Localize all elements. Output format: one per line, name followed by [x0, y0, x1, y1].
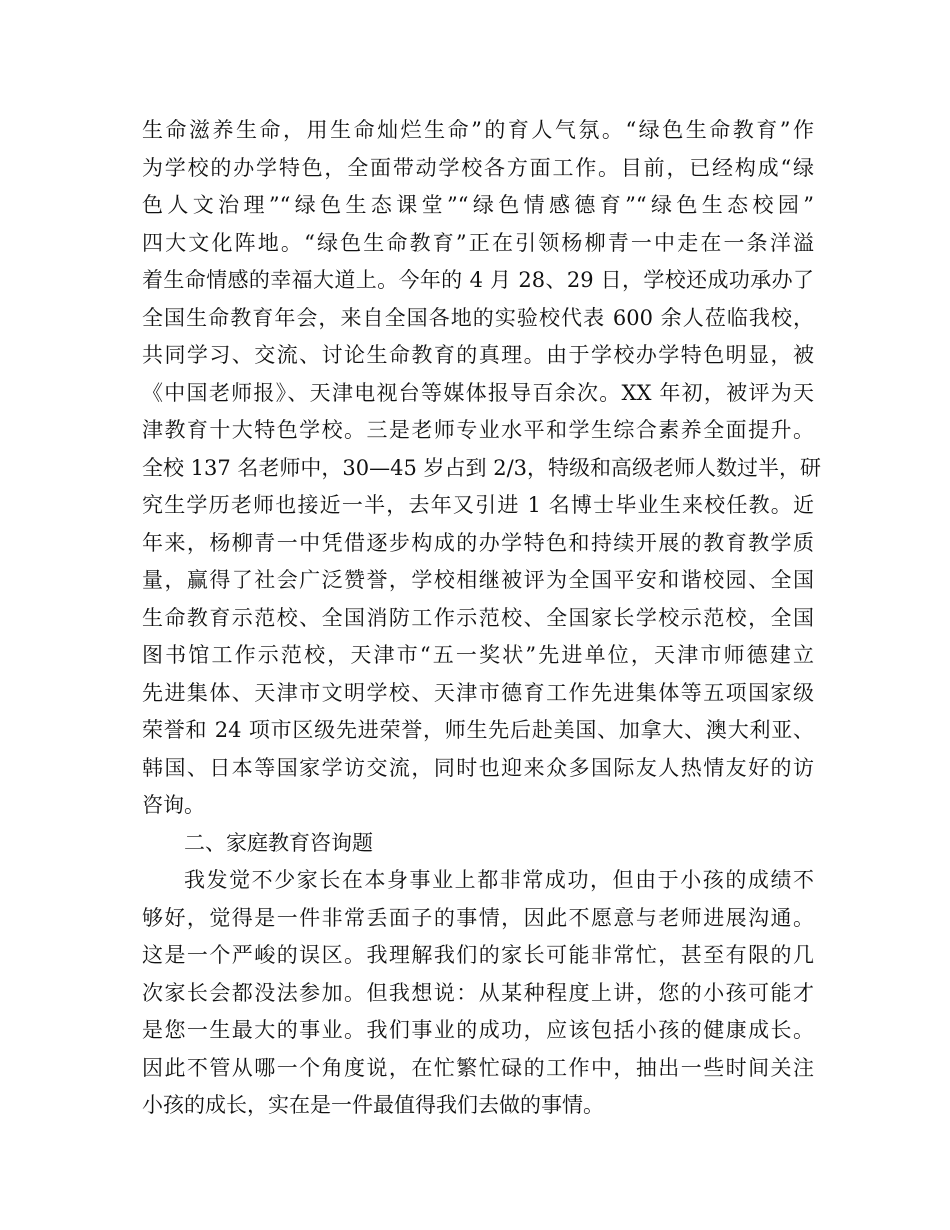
- text-line: 《中国老师报》、天津电视台等媒体报导百余次。XX 年初，被评为天: [142, 380, 814, 405]
- section-heading: 二、家庭教育咨询题: [184, 830, 373, 855]
- text-line: 年来，杨柳青一中凭借逐步构成的办学特色和持续开展的教育教学质: [142, 530, 814, 555]
- text-line: 全校 137 名老师中，30—45 岁占到 2/3，特级和高级老师人数过半，研: [142, 455, 822, 480]
- text-line: 图书馆工作示范校，天津市“五一奖状”先进单位，天津市师德建立: [142, 643, 814, 667]
- text-line: 是您一生最大的事业。我们事业的成功，应该包括小孩的健康成长。: [142, 1018, 814, 1042]
- text-line: 生命滋养生命，用生命灿烂生命”的育人气氛。“绿色生命教育”作: [142, 118, 814, 142]
- text-line: 因此不管从哪一个角度说，在忙繁忙碌的工作中，抽出一些时间关注: [142, 1055, 814, 1080]
- text-line: 究生学历老师也接近一半，去年又引进 1 名博士毕业生来校任教。近: [142, 493, 814, 517]
- text-line: 色人文治理”“绿色生态课堂”“绿色情感德育”“绿色生态校园”: [142, 193, 814, 217]
- text-line: 先进集体、天津市文明学校、天津市德育工作先进集体等五项国家级: [142, 680, 814, 705]
- document-body: [142, 112, 822, 1125]
- text-line: 量，赢得了社会广泛赞誉，学校相继被评为全国平安和谐校园、全国: [142, 568, 814, 592]
- text-line: 四大文化阵地。“绿色生命教育”正在引领杨柳青一中走在一条洋溢: [142, 230, 814, 255]
- text-line: 为学校的办学特色，全面带动学校各方面工作。目前，已经构成“绿: [142, 155, 814, 180]
- text-line: 这是一个严峻的误区。我理解我们的家长可能非常忙，甚至有限的几: [142, 943, 814, 967]
- text-line: 次家长会都没法参加。但我想说：从某种程度上讲，您的小孩可能才: [142, 980, 814, 1005]
- text-line: 荣誉和 24 项市区级先进荣誉，师生先后赴美国、加拿大、澳大利亚、: [142, 718, 814, 742]
- text-line: 着生命情感的幸福大道上。今年的 4 月 28、29 日，学校还成功承办了: [142, 268, 814, 292]
- text-line: 韩国、日本等国家学访交流，同时也迎来众多国际友人热情友好的访: [142, 755, 814, 780]
- text-line: 全国生命教育年会，来自全国各地的实验校代表 600 余人莅临我校，: [142, 305, 814, 330]
- paragraph-family-education: [142, 862, 814, 1125]
- text-line: 我发觉不少家长在本身事业上都非常成功，但由于小孩的成绩不: [184, 868, 814, 892]
- text-line: 咨询。: [142, 793, 205, 817]
- text-line: 生命教育示范校、全国消防工作示范校、全国家长学校示范校，全国: [142, 605, 814, 630]
- text-line: 津教育十大特色学校。三是老师专业水平和学生综合素养全面提升。: [142, 418, 814, 442]
- text-line: 小孩的成长，实在是一件最值得我们去做的事情。: [142, 1093, 604, 1117]
- text-line: 共同学习、交流、讨论生命教育的真理。由于学校办学特色明显，被: [142, 343, 814, 367]
- text-line: 够好，觉得是一件非常丢面子的事情，因此不愿意与老师进展沟通。: [142, 905, 814, 930]
- paragraph-school-achievements: [142, 112, 822, 825]
